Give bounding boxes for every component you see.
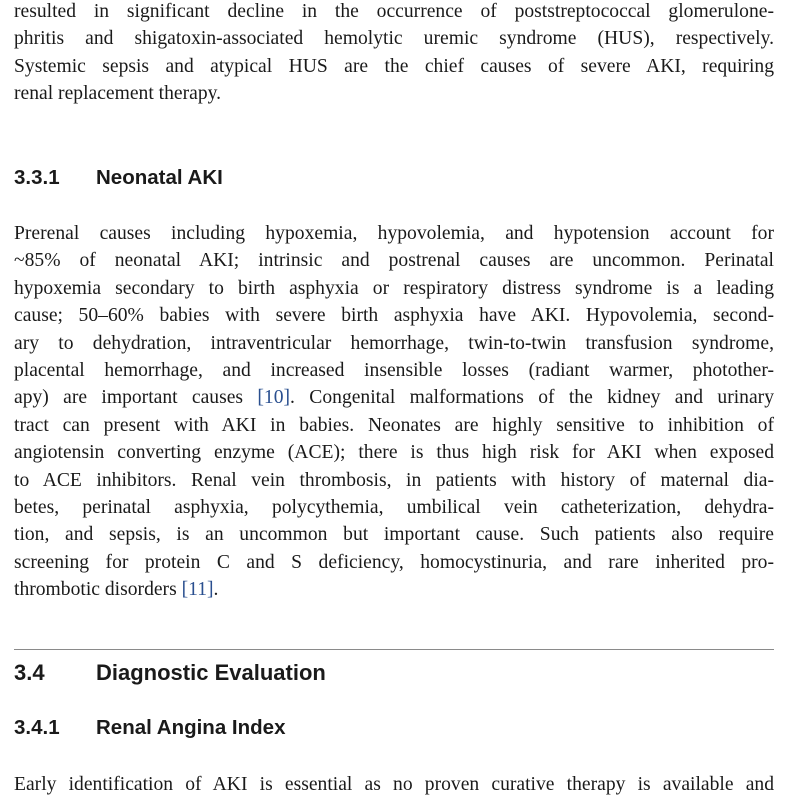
body-line-14-start: thrombotic disorders — [14, 579, 182, 601]
body-line-13: screening for protein C and S deficiency, homocystinuria, and rare inherited pro- — [14, 551, 774, 573]
intro-line-4: renal replacement therapy. — [14, 83, 222, 105]
body-line-1: Prerenal causes including hypoxemia, hypovolemia, and hypotension account for — [14, 223, 774, 244]
section-number: 3.3.1 — [14, 166, 60, 189]
body-line-6: placental hemorrhage, and increased insensible losses (radiant warmer, photother- — [14, 360, 774, 382]
intro-line-2: phritis and shigatoxin-associated hemolytic uremic syndrome (HUS), respectively. — [14, 28, 774, 50]
citation-11-link[interactable]: [11] — [181, 579, 214, 601]
body-line-12: tion, and sepsis, is an uncommon but important cause. Such patients also require — [14, 524, 774, 546]
body-line-5: ary to dehydration, intraventricular hemorrhage, twin-to-twin transfusion syndrome, — [14, 332, 774, 354]
section-title: Neonatal AKI — [96, 166, 223, 189]
intro-line-1: resulted in significant decline in the occurrence of poststreptococcal glomerulone- — [14, 1, 774, 22]
body-line-2: ~85% of neonatal AKI; intrinsic and postrenal causes are uncommon. Perinatal — [14, 250, 774, 272]
renal-angina-paragraph — [14, 771, 774, 798]
body-line-14-end: . — [213, 579, 219, 601]
body-line-7 — [14, 384, 774, 411]
body-line-1: Early identification of AKI is essential as no proven curative therapy is available and — [14, 774, 774, 795]
body-line-4: cause; 50–60% babies with severe birth asphyxia have AKI. Hypovolemia, second- — [14, 305, 774, 327]
body-line-14 — [14, 576, 774, 603]
body-line-8: tract can present with AKI in babies. Neonates are highly sensitive to inhibition of — [14, 414, 774, 436]
section-3-3-1-heading — [14, 166, 223, 190]
body-line-7-end: . Congenital malformations of the kidney and urinary — [290, 387, 774, 409]
section-3-4-1-heading — [14, 716, 285, 740]
section-3-4-heading — [14, 660, 326, 686]
citation-10-link[interactable]: [10] — [257, 387, 291, 409]
intro-line-3: Systemic sepsis and atypical HUS are the chief causes of severe AKI, requiring — [14, 55, 774, 77]
section-number: 3.4.1 — [14, 716, 60, 739]
neonatal-aki-paragraph — [14, 220, 774, 604]
intro-paragraph — [14, 0, 774, 108]
body-line-10: to ACE inhibitors. Renal vein thrombosis, in patients with history of maternal dia- — [14, 469, 774, 491]
body-line-7-start: apy) are important causes — [14, 387, 258, 409]
body-line-9: angiotensin converting enzyme (ACE); there is thus high risk for AKI when exposed — [14, 442, 774, 464]
section-title: Diagnostic Evaluation — [96, 660, 326, 685]
section-number: 3.4 — [14, 660, 45, 685]
section-title: Renal Angina Index — [96, 716, 286, 739]
body-line-11: betes, perinatal asphyxia, polycythemia, umbilical vein catheterization, dehydra- — [14, 497, 774, 519]
body-line-3: hypoxemia secondary to birth asphyxia or respiratory distress syndrome is a leading — [14, 277, 774, 299]
section-divider — [14, 649, 774, 650]
